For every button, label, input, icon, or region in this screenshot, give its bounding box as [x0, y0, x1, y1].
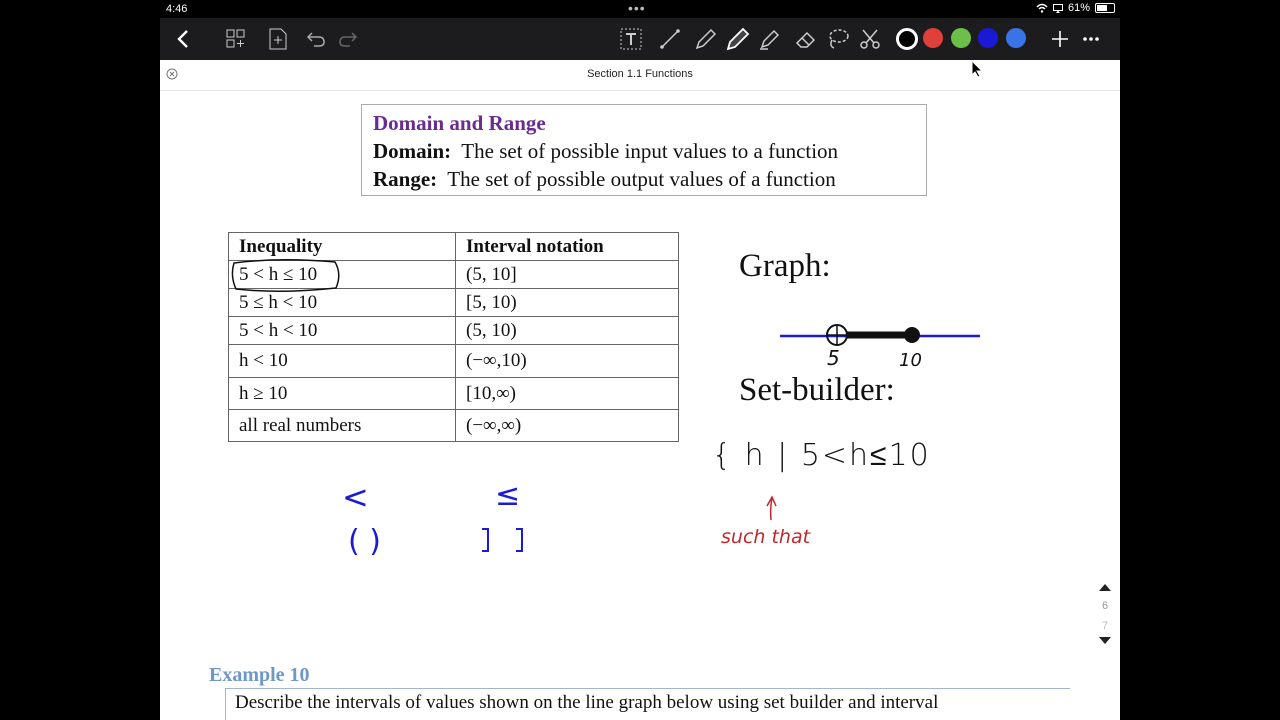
thumbnails-grid-icon[interactable]	[223, 26, 249, 52]
less-than-symbol: <	[342, 478, 369, 516]
interval-cell: (−∞,∞)	[456, 410, 679, 442]
set-builder-expression: { h | 5<h≤10	[712, 438, 931, 473]
interval-cell: (5, 10]	[456, 261, 679, 289]
color-red-swatch[interactable]	[923, 28, 943, 48]
inequality-cell: 5 ≤ h < 10	[229, 289, 456, 317]
document-page	[160, 60, 1120, 720]
wifi-icon	[1036, 3, 1048, 13]
example-text: Describe the intervals of values shown on the line graph below using set builder and interval	[235, 692, 939, 713]
example-title: Example 10	[209, 664, 310, 686]
such-that-note: such that	[721, 526, 811, 548]
inequality-cell: 5 < h ≤ 10	[229, 261, 456, 289]
multitask-dots-icon[interactable]: •••	[628, 0, 646, 16]
ink-circle-row1	[232, 260, 338, 292]
interval-cell: (5, 10)	[456, 317, 679, 345]
add-page-icon[interactable]	[265, 26, 291, 52]
ink-arrow	[767, 497, 776, 520]
page-up-icon[interactable]	[1098, 582, 1112, 592]
status-indicators	[1036, 2, 1115, 14]
eraser-tool-icon[interactable]	[793, 26, 819, 52]
battery-percent: 61%	[1068, 2, 1091, 14]
color-green-swatch[interactable]	[951, 28, 971, 48]
mouse-cursor-icon	[971, 60, 983, 78]
tick-label-5: 5	[827, 346, 840, 370]
inequality-cell: h ≥ 10	[229, 378, 456, 410]
status-bar	[0, 0, 1280, 18]
lasso-tool-icon[interactable]	[825, 26, 851, 52]
tick-label-10: 10	[899, 350, 922, 371]
document-title: Section 1.1 Functions	[587, 68, 693, 80]
range-label: Range:	[373, 167, 438, 191]
redo-icon[interactable]	[335, 26, 361, 52]
back-chevron-icon[interactable]	[170, 26, 196, 52]
app-toolbar	[160, 18, 1120, 60]
range-text: The set of possible output values of a function	[447, 167, 836, 191]
battery-icon	[1095, 3, 1115, 13]
status-time: 4:46	[166, 3, 188, 15]
brackets-symbol	[478, 522, 511, 557]
interval-cell: [10,∞)	[456, 378, 679, 410]
interval-cell: (−∞,10)	[456, 345, 679, 378]
ink-annotations	[160, 60, 1120, 720]
example-divider	[225, 688, 1070, 689]
page-navigator	[1094, 580, 1116, 646]
color-blue-swatch[interactable]	[978, 28, 998, 48]
pen-tool-icon[interactable]	[725, 26, 751, 52]
current-page-number[interactable]: 6	[1101, 600, 1109, 612]
parentheses-symbol: ( )	[348, 524, 381, 559]
closed-endpoint	[904, 327, 920, 343]
scissors-icon[interactable]	[857, 26, 883, 52]
header-interval: Interval notation	[456, 233, 679, 261]
inequality-cell: all real numbers	[229, 410, 456, 442]
text-tool-icon[interactable]	[618, 26, 644, 52]
screen-mirror-icon	[1053, 4, 1063, 13]
add-tool-icon[interactable]	[1047, 26, 1073, 52]
set-builder-label: Set-builder:	[739, 372, 895, 408]
domain-text: The set of possible input values to a function	[461, 139, 839, 163]
more-options-icon[interactable]	[1078, 26, 1104, 52]
line-tool-icon[interactable]	[657, 26, 683, 52]
interval-cell: [5, 10)	[456, 289, 679, 317]
example-left-rule	[225, 688, 226, 720]
graph-label: Graph:	[739, 248, 831, 284]
color-black-swatch[interactable]	[896, 28, 918, 50]
page-down-icon[interactable]	[1098, 636, 1112, 646]
domain-label: Domain:	[373, 139, 452, 163]
less-equal-symbol: ≤	[495, 478, 521, 513]
pencil-tool-icon[interactable]	[693, 26, 719, 52]
header-inequality: Inequality	[229, 233, 456, 261]
highlighter-tool-icon[interactable]	[757, 26, 783, 52]
inequality-cell: 5 < h < 10	[229, 317, 456, 345]
color-light-blue-swatch[interactable]	[1006, 28, 1026, 48]
inequality-cell: h < 10	[229, 345, 456, 378]
undo-icon[interactable]	[303, 26, 329, 52]
next-page-number[interactable]: 7	[1101, 620, 1109, 632]
definition-heading: Domain and Range	[373, 111, 546, 135]
